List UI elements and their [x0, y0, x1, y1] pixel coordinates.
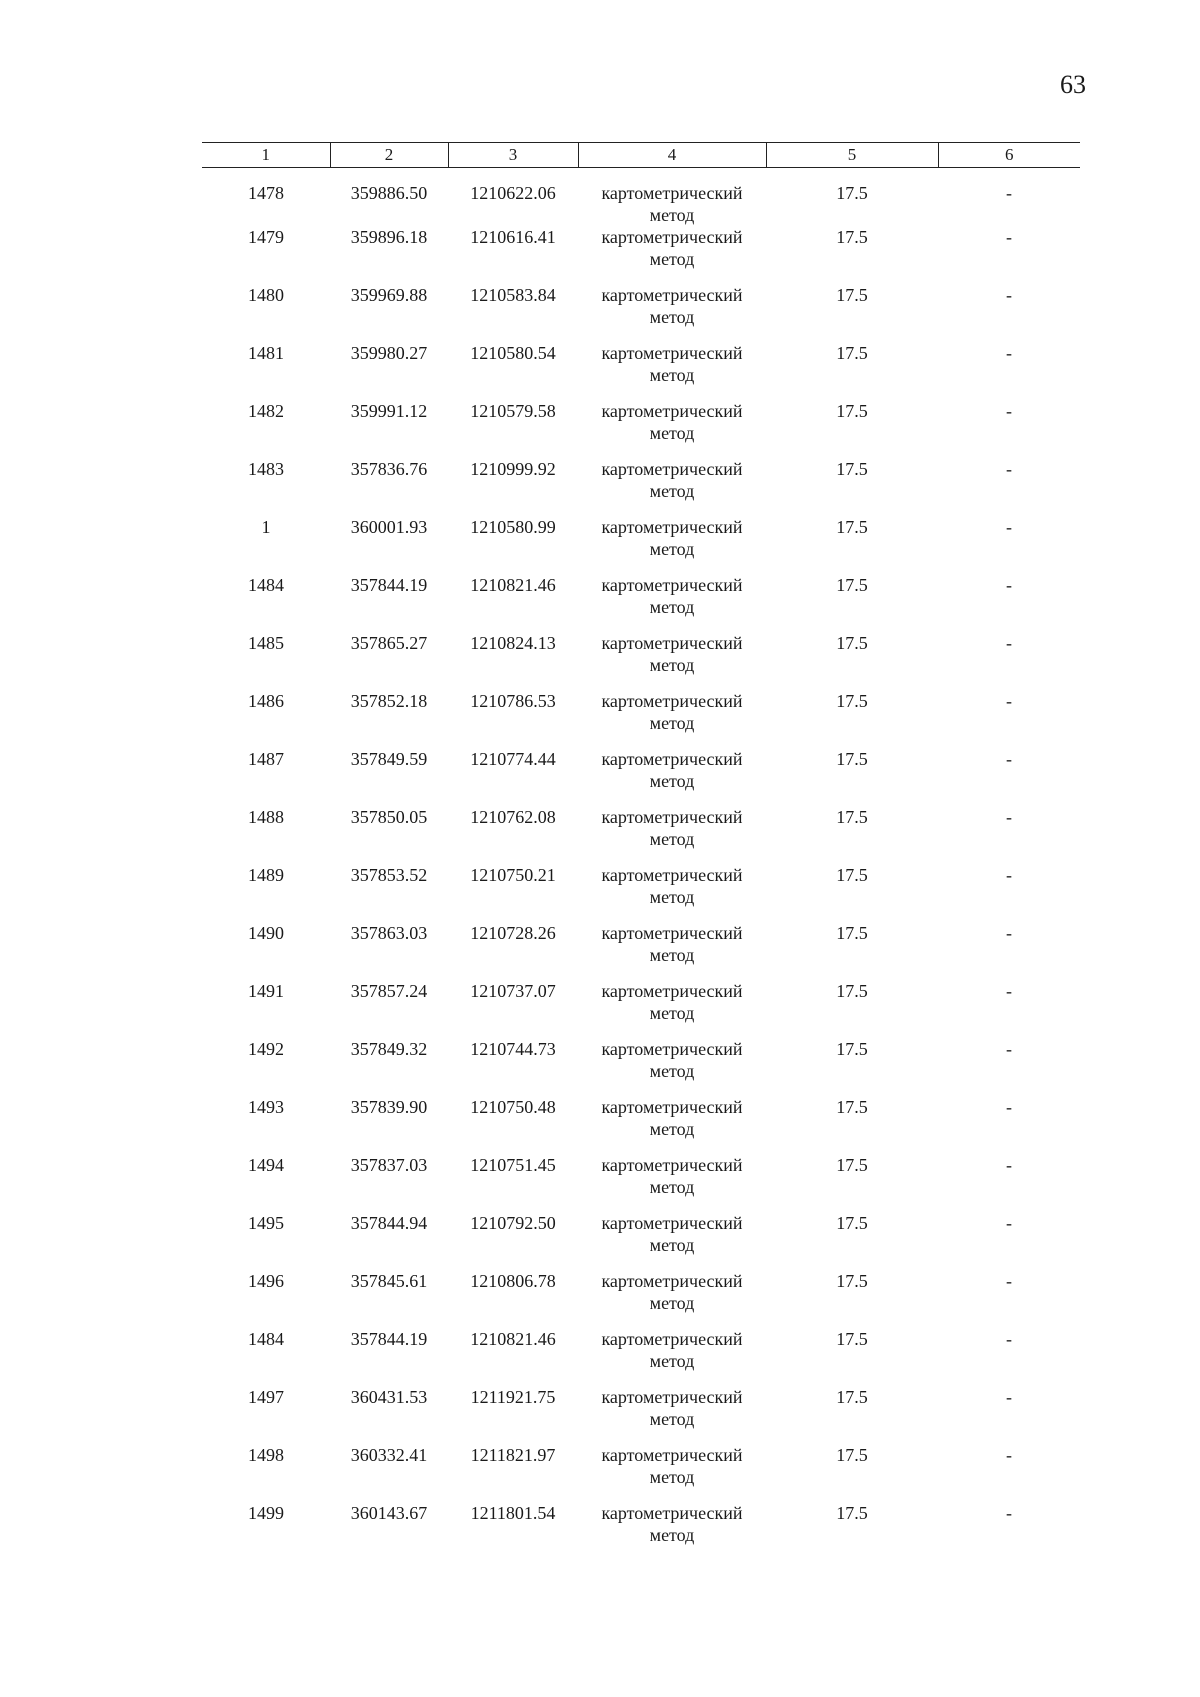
- y-coordinate-cell: 1211921.75: [470, 1387, 556, 1407]
- accuracy-cell: 17.5: [836, 1039, 868, 1059]
- method-cell: картометрический метод: [601, 183, 743, 225]
- y-coordinate-cell: 1210737.07: [470, 981, 556, 1001]
- point-number-cell: 1489: [248, 865, 284, 885]
- y-coordinate-cell: 1210580.54: [470, 343, 556, 363]
- point-number-cell: 1493: [248, 1097, 284, 1117]
- y-coordinate-cell: 1210744.73: [470, 1039, 556, 1059]
- point-number-cell: 1491: [248, 981, 284, 1001]
- note-cell: -: [1006, 575, 1012, 595]
- y-coordinate-cell: 1210762.08: [470, 807, 556, 827]
- point-number-cell: 1498: [248, 1445, 284, 1465]
- table-row: [202, 342, 1080, 400]
- x-coordinate-cell: 357836.76: [350, 459, 428, 479]
- point-number-cell: 1486: [248, 691, 284, 711]
- point-number-cell: 1496: [248, 1271, 284, 1291]
- accuracy-cell: 17.5: [836, 575, 868, 595]
- table-row: [202, 284, 1080, 342]
- note-cell: -: [1006, 401, 1012, 421]
- note-cell: -: [1006, 343, 1012, 363]
- accuracy-cell: 17.5: [836, 401, 868, 421]
- method-cell: картометрический метод: [601, 1329, 743, 1371]
- coordinates-table: [202, 142, 1080, 1560]
- table-row: [202, 1270, 1080, 1328]
- point-number-cell: 1484: [248, 575, 284, 595]
- method-cell: картометрический метод: [601, 1097, 743, 1139]
- point-number-cell: 1482: [248, 401, 284, 421]
- method-cell: картометрический метод: [601, 227, 743, 269]
- method-cell: картометрический метод: [601, 1503, 743, 1545]
- x-coordinate-cell: 359886.50: [350, 183, 428, 203]
- accuracy-cell: 17.5: [836, 865, 868, 885]
- method-cell: картометрический метод: [601, 691, 743, 733]
- x-coordinate-cell: 357845.61: [350, 1271, 428, 1291]
- y-coordinate-cell: 1210622.06: [470, 183, 556, 203]
- accuracy-cell: 17.5: [836, 517, 868, 537]
- accuracy-cell: 17.5: [836, 691, 868, 711]
- accuracy-cell: 17.5: [836, 183, 868, 203]
- table-row: [202, 632, 1080, 690]
- point-number-cell: 1499: [248, 1503, 284, 1523]
- y-coordinate-cell: 1210750.21: [470, 865, 556, 885]
- method-cell: картометрический метод: [601, 1387, 743, 1429]
- table-body: [202, 168, 1080, 1561]
- x-coordinate-cell: 357837.03: [350, 1155, 428, 1175]
- method-cell: картометрический метод: [601, 749, 743, 791]
- method-cell: картометрический метод: [601, 1271, 743, 1313]
- note-cell: -: [1006, 923, 1012, 943]
- note-cell: -: [1006, 749, 1012, 769]
- x-coordinate-cell: 359896.18: [350, 227, 428, 247]
- y-coordinate-cell: 1210583.84: [470, 285, 556, 305]
- method-cell: картометрический метод: [601, 1039, 743, 1081]
- x-coordinate-cell: 359969.88: [350, 285, 428, 305]
- accuracy-cell: 17.5: [836, 1213, 868, 1233]
- column-header-4: 4: [578, 143, 766, 168]
- method-cell: картометрический метод: [601, 1155, 743, 1197]
- note-cell: -: [1006, 1097, 1012, 1117]
- table-row: [202, 980, 1080, 1038]
- method-cell: картометрический метод: [601, 981, 743, 1023]
- x-coordinate-cell: 357865.27: [350, 633, 428, 653]
- point-number-cell: 1: [261, 517, 271, 537]
- method-cell: картометрический метод: [601, 1213, 743, 1255]
- x-coordinate-cell: 359980.27: [350, 343, 428, 363]
- x-coordinate-cell: 357849.32: [350, 1039, 428, 1059]
- coordinates-table-container: [202, 142, 1080, 1560]
- accuracy-cell: 17.5: [836, 1271, 868, 1291]
- table-row: [202, 922, 1080, 980]
- column-header-3: 3: [448, 143, 578, 168]
- note-cell: -: [1006, 691, 1012, 711]
- table-row: [202, 690, 1080, 748]
- y-coordinate-cell: 1211801.54: [470, 1503, 556, 1523]
- x-coordinate-cell: 359991.12: [350, 401, 428, 421]
- accuracy-cell: 17.5: [836, 981, 868, 1001]
- column-header-5: 5: [766, 143, 938, 168]
- accuracy-cell: 17.5: [836, 1097, 868, 1117]
- table-row: [202, 574, 1080, 632]
- note-cell: -: [1006, 633, 1012, 653]
- method-cell: картометрический метод: [601, 1445, 743, 1487]
- accuracy-cell: 17.5: [836, 285, 868, 305]
- method-cell: картометрический метод: [601, 459, 743, 501]
- x-coordinate-cell: 357863.03: [350, 923, 428, 943]
- y-coordinate-cell: 1210824.13: [470, 633, 556, 653]
- table-row: [202, 806, 1080, 864]
- table-row: [202, 1154, 1080, 1212]
- accuracy-cell: 17.5: [836, 923, 868, 943]
- y-coordinate-cell: 1210786.53: [470, 691, 556, 711]
- point-number-cell: 1478: [248, 183, 284, 203]
- point-number-cell: 1497: [248, 1387, 284, 1407]
- point-number-cell: 1490: [248, 923, 284, 943]
- method-cell: картометрический метод: [601, 401, 743, 443]
- table-row: [202, 1096, 1080, 1154]
- x-coordinate-cell: 357844.94: [350, 1213, 428, 1233]
- table-row: [202, 226, 1080, 284]
- accuracy-cell: 17.5: [836, 459, 868, 479]
- accuracy-cell: 17.5: [836, 227, 868, 247]
- table-row: [202, 1386, 1080, 1444]
- note-cell: -: [1006, 1155, 1012, 1175]
- y-coordinate-cell: 1210806.78: [470, 1271, 556, 1291]
- note-cell: -: [1006, 807, 1012, 827]
- note-cell: -: [1006, 1213, 1012, 1233]
- page-number: 63: [1060, 70, 1086, 99]
- point-number-cell: 1481: [248, 343, 284, 363]
- x-coordinate-cell: 360143.67: [350, 1503, 428, 1523]
- x-coordinate-cell: 357839.90: [350, 1097, 428, 1117]
- column-header-6: 6: [938, 143, 1080, 168]
- point-number-cell: 1483: [248, 459, 284, 479]
- table-row: [202, 864, 1080, 922]
- column-header-2: 2: [330, 143, 448, 168]
- method-cell: картометрический метод: [601, 285, 743, 327]
- note-cell: -: [1006, 227, 1012, 247]
- note-cell: -: [1006, 865, 1012, 885]
- accuracy-cell: 17.5: [836, 1155, 868, 1175]
- accuracy-cell: 17.5: [836, 807, 868, 827]
- y-coordinate-cell: 1210750.48: [470, 1097, 556, 1117]
- table-row: [202, 1444, 1080, 1502]
- x-coordinate-cell: 360431.53: [350, 1387, 428, 1407]
- table-row: [202, 458, 1080, 516]
- note-cell: -: [1006, 1445, 1012, 1465]
- x-coordinate-cell: 357853.52: [350, 865, 428, 885]
- method-cell: картометрический метод: [601, 517, 743, 559]
- y-coordinate-cell: 1210728.26: [470, 923, 556, 943]
- y-coordinate-cell: 1210792.50: [470, 1213, 556, 1233]
- accuracy-cell: 17.5: [836, 1387, 868, 1407]
- point-number-cell: 1485: [248, 633, 284, 653]
- x-coordinate-cell: 357844.19: [350, 575, 428, 595]
- point-number-cell: 1480: [248, 285, 284, 305]
- note-cell: -: [1006, 285, 1012, 305]
- table-header: [202, 143, 1080, 168]
- point-number-cell: 1488: [248, 807, 284, 827]
- table-row: [202, 748, 1080, 806]
- table-row: [202, 1328, 1080, 1386]
- method-cell: картометрический метод: [601, 807, 743, 849]
- x-coordinate-cell: 360001.93: [350, 517, 428, 537]
- point-number-cell: 1492: [248, 1039, 284, 1059]
- point-number-cell: 1495: [248, 1213, 284, 1233]
- note-cell: -: [1006, 1039, 1012, 1059]
- method-cell: картометрический метод: [601, 633, 743, 675]
- x-coordinate-cell: 357844.19: [350, 1329, 428, 1349]
- table-row: [202, 168, 1080, 227]
- note-cell: -: [1006, 981, 1012, 1001]
- table-row: [202, 1502, 1080, 1560]
- accuracy-cell: 17.5: [836, 633, 868, 653]
- y-coordinate-cell: 1210616.41: [470, 227, 556, 247]
- note-cell: -: [1006, 183, 1012, 203]
- point-number-cell: 1494: [248, 1155, 284, 1175]
- method-cell: картометрический метод: [601, 923, 743, 965]
- x-coordinate-cell: 357857.24: [350, 981, 428, 1001]
- y-coordinate-cell: 1210579.58: [470, 401, 556, 421]
- x-coordinate-cell: 357852.18: [350, 691, 428, 711]
- y-coordinate-cell: 1211821.97: [470, 1445, 556, 1465]
- x-coordinate-cell: 357850.05: [350, 807, 428, 827]
- point-number-cell: 1479: [248, 227, 284, 247]
- header-row: [202, 143, 1080, 168]
- table-row: [202, 516, 1080, 574]
- table-row: [202, 1212, 1080, 1270]
- method-cell: картометрический метод: [601, 343, 743, 385]
- note-cell: -: [1006, 1329, 1012, 1349]
- method-cell: картометрический метод: [601, 575, 743, 617]
- accuracy-cell: 17.5: [836, 343, 868, 363]
- y-coordinate-cell: 1210821.46: [470, 575, 556, 595]
- note-cell: -: [1006, 1271, 1012, 1291]
- note-cell: -: [1006, 1387, 1012, 1407]
- note-cell: -: [1006, 1503, 1012, 1523]
- y-coordinate-cell: 1210751.45: [470, 1155, 556, 1175]
- method-cell: картометрический метод: [601, 865, 743, 907]
- y-coordinate-cell: 1210774.44: [470, 749, 556, 769]
- accuracy-cell: 17.5: [836, 1329, 868, 1349]
- table-row: [202, 1038, 1080, 1096]
- point-number-cell: 1484: [248, 1329, 284, 1349]
- y-coordinate-cell: 1210821.46: [470, 1329, 556, 1349]
- table-row: [202, 400, 1080, 458]
- accuracy-cell: 17.5: [836, 1445, 868, 1465]
- accuracy-cell: 17.5: [836, 1503, 868, 1523]
- x-coordinate-cell: 360332.41: [350, 1445, 428, 1465]
- x-coordinate-cell: 357849.59: [350, 749, 428, 769]
- note-cell: -: [1006, 459, 1012, 479]
- y-coordinate-cell: 1210999.92: [470, 459, 556, 479]
- point-number-cell: 1487: [248, 749, 284, 769]
- note-cell: -: [1006, 517, 1012, 537]
- column-header-1: 1: [202, 143, 330, 168]
- accuracy-cell: 17.5: [836, 749, 868, 769]
- y-coordinate-cell: 1210580.99: [470, 517, 556, 537]
